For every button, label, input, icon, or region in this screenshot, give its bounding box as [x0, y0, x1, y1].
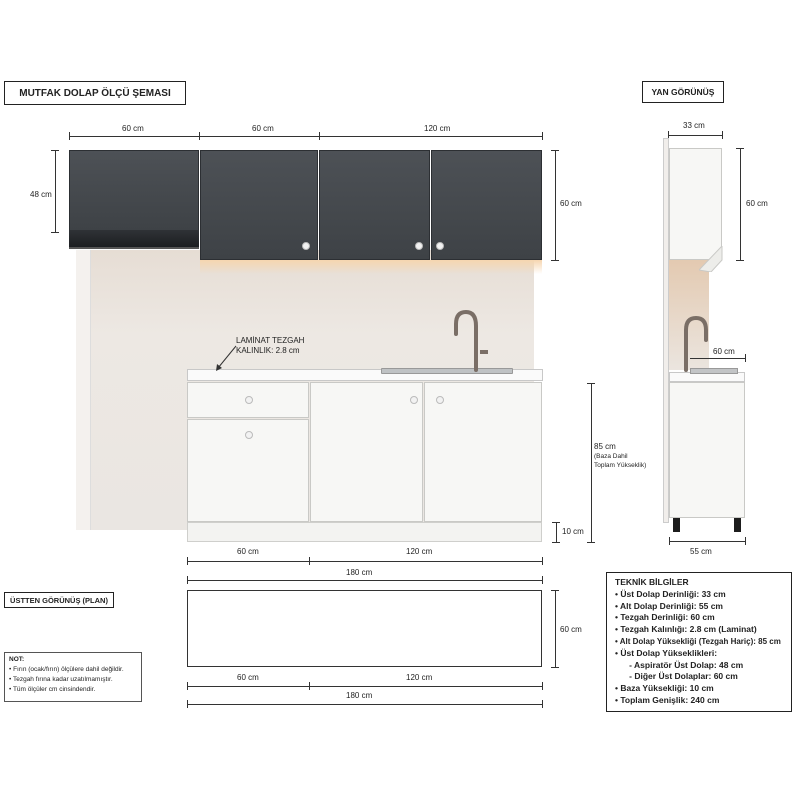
countertop-note-2: KALINLIK: 2.8 cm	[236, 346, 300, 355]
dim-tick	[69, 132, 70, 140]
total-width-front: 180 cm	[346, 568, 373, 577]
dim-tick	[745, 537, 746, 545]
side-upper-depth: 33 cm	[683, 121, 705, 130]
plan-countertop	[187, 590, 542, 667]
tech-info-item: • Tezgah Kalınlığı: 2.8 cm (Laminat)	[615, 624, 757, 635]
dim-tick	[542, 576, 543, 584]
side-upper-slope	[699, 246, 723, 272]
base-height-note-2: Toplam Yükseklik)	[594, 462, 647, 469]
side-sink	[690, 368, 738, 374]
hood-height: 48 cm	[30, 190, 52, 199]
countertop-note-1: LAMİNAT TEZGAH	[236, 336, 305, 345]
side-counter-depth: 60 cm	[713, 347, 735, 356]
dim-tick	[542, 700, 543, 708]
dim-line-side-lower	[669, 541, 745, 542]
dim-tick	[552, 522, 560, 523]
dim-tick	[736, 260, 744, 261]
dim-tick	[587, 542, 595, 543]
leader-arrow	[214, 344, 238, 372]
base-height: 85 cm	[594, 442, 616, 451]
dim-line-bottom	[187, 561, 542, 562]
top-width-2: 60 cm	[252, 124, 274, 133]
tech-info-item: • Alt Dolap Derinliği: 55 cm	[615, 600, 723, 611]
dim-tick	[551, 590, 559, 591]
dim-line-plan-total	[187, 704, 542, 705]
dim-tick	[309, 557, 310, 565]
upper-cabinet-2	[319, 150, 430, 260]
dim-line-side-upper-depth	[668, 135, 722, 136]
side-view-title-box	[642, 81, 724, 103]
upper-cabinet-3	[431, 150, 542, 260]
lower-knob-1	[245, 396, 253, 404]
upper-knob-3	[436, 242, 444, 250]
left-side-panel	[76, 250, 91, 530]
range-hood	[69, 230, 199, 249]
faucet-icon	[450, 306, 494, 372]
notes-box	[4, 652, 142, 702]
main-title: MUTFAK DOLAP ÖLÇÜ ŞEMASI	[19, 87, 171, 99]
plan-title-box	[4, 592, 114, 608]
side-upper-height: 60 cm	[746, 199, 768, 208]
lower-knob-3	[410, 396, 418, 404]
plan-width-1: 60 cm	[237, 673, 259, 682]
dim-tick	[722, 131, 723, 139]
dim-tick	[552, 542, 560, 543]
dim-tick	[187, 682, 188, 690]
notes-title: NOT:	[9, 656, 25, 663]
top-width-3: 120 cm	[424, 124, 451, 133]
dim-tick	[187, 576, 188, 584]
dim-tick	[187, 557, 188, 565]
side-view-title: YAN GÖRÜNÜŞ	[651, 87, 715, 97]
plan-depth: 60 cm	[560, 625, 582, 634]
dim-tick	[745, 354, 746, 362]
tech-info-item: • Tezgah Derinliği: 60 cm	[615, 612, 715, 623]
dim-tick	[542, 682, 543, 690]
dim-tick	[542, 132, 543, 140]
plan-title: ÜSTTEN GÖRÜNÜŞ (PLAN)	[10, 595, 108, 605]
notes-item: • Tezgah fırına kadar uzatılmamıştır.	[9, 676, 113, 683]
notes-item: • Fırın (ocak/fırın) ölçülere dahil değildir.	[9, 666, 124, 673]
upper-height: 60 cm	[560, 199, 582, 208]
dim-line-plan-depth	[555, 590, 556, 667]
notes-item: • Tüm ölçüler cm cinsindendir.	[9, 686, 96, 693]
dim-line-plan-widths	[187, 686, 542, 687]
dim-line-side-counter	[690, 358, 745, 359]
dim-tick	[187, 700, 188, 708]
tech-info-box	[606, 572, 792, 712]
dim-tick	[669, 537, 670, 545]
bottom-width-1: 60 cm	[237, 547, 259, 556]
plan-total-width: 180 cm	[346, 691, 373, 700]
bottom-width-2: 120 cm	[406, 547, 433, 556]
dim-tick	[542, 557, 543, 565]
tech-info-title: TEKNİK BİLGİLER	[615, 577, 689, 587]
tech-info-item: • Alt Dolap Yüksekliği (Tezgah Hariç): 85 cm	[615, 636, 781, 646]
dim-line-side-upper-height	[740, 148, 741, 260]
hood-upper-cabinet	[69, 150, 199, 232]
side-leg-left	[673, 518, 680, 532]
side-faucet-icon	[674, 314, 714, 372]
tech-info-item: - Aspiratör Üst Dolap: 48 cm	[615, 659, 744, 670]
dim-line-total-front	[187, 580, 542, 581]
tech-info-item: • Üst Dolap Yükseklikleri:	[615, 647, 718, 658]
dim-line-plinth	[556, 522, 557, 542]
dim-tick	[587, 383, 595, 384]
upper-knob-1	[302, 242, 310, 250]
dim-tick	[551, 667, 559, 668]
dim-tick	[51, 232, 59, 233]
led-glow	[200, 260, 542, 274]
base-height-note-1: (Baza Dahil	[594, 453, 628, 460]
plan-width-2: 120 cm	[406, 673, 433, 682]
main-title-box	[4, 81, 186, 105]
tech-info-item: - Diğer Üst Dolaplar: 60 cm	[615, 671, 738, 682]
tech-info-item: • Toplam Genişlik: 240 cm	[615, 694, 720, 705]
dim-line-upper	[555, 150, 556, 260]
dim-tick	[199, 132, 200, 140]
tech-info-item: • Üst Dolap Derinliği: 33 cm	[615, 588, 726, 599]
dim-line-base	[591, 383, 592, 542]
dim-tick	[51, 150, 59, 151]
dim-tick	[309, 682, 310, 690]
side-upper-cabinet	[669, 148, 722, 260]
dim-line-top	[69, 136, 542, 137]
upper-cabinet-1	[200, 150, 318, 260]
dim-tick	[551, 260, 559, 261]
side-leg-right	[734, 518, 741, 532]
top-width-1: 60 cm	[122, 124, 144, 133]
lower-knob-4	[436, 396, 444, 404]
dim-tick	[551, 150, 559, 151]
upper-knob-2	[415, 242, 423, 250]
plinth	[187, 522, 542, 542]
dim-tick	[319, 132, 320, 140]
side-lower-depth: 55 cm	[690, 547, 712, 556]
dim-tick	[736, 148, 744, 149]
sink-cabinet-door-left	[310, 382, 423, 522]
tech-info-item: • Baza Yüksekliği: 10 cm	[615, 683, 714, 694]
lower-knob-2	[245, 431, 253, 439]
plinth-height: 10 cm	[562, 527, 584, 536]
side-lower-cabinet	[669, 382, 745, 518]
dim-line-hood	[55, 150, 56, 232]
